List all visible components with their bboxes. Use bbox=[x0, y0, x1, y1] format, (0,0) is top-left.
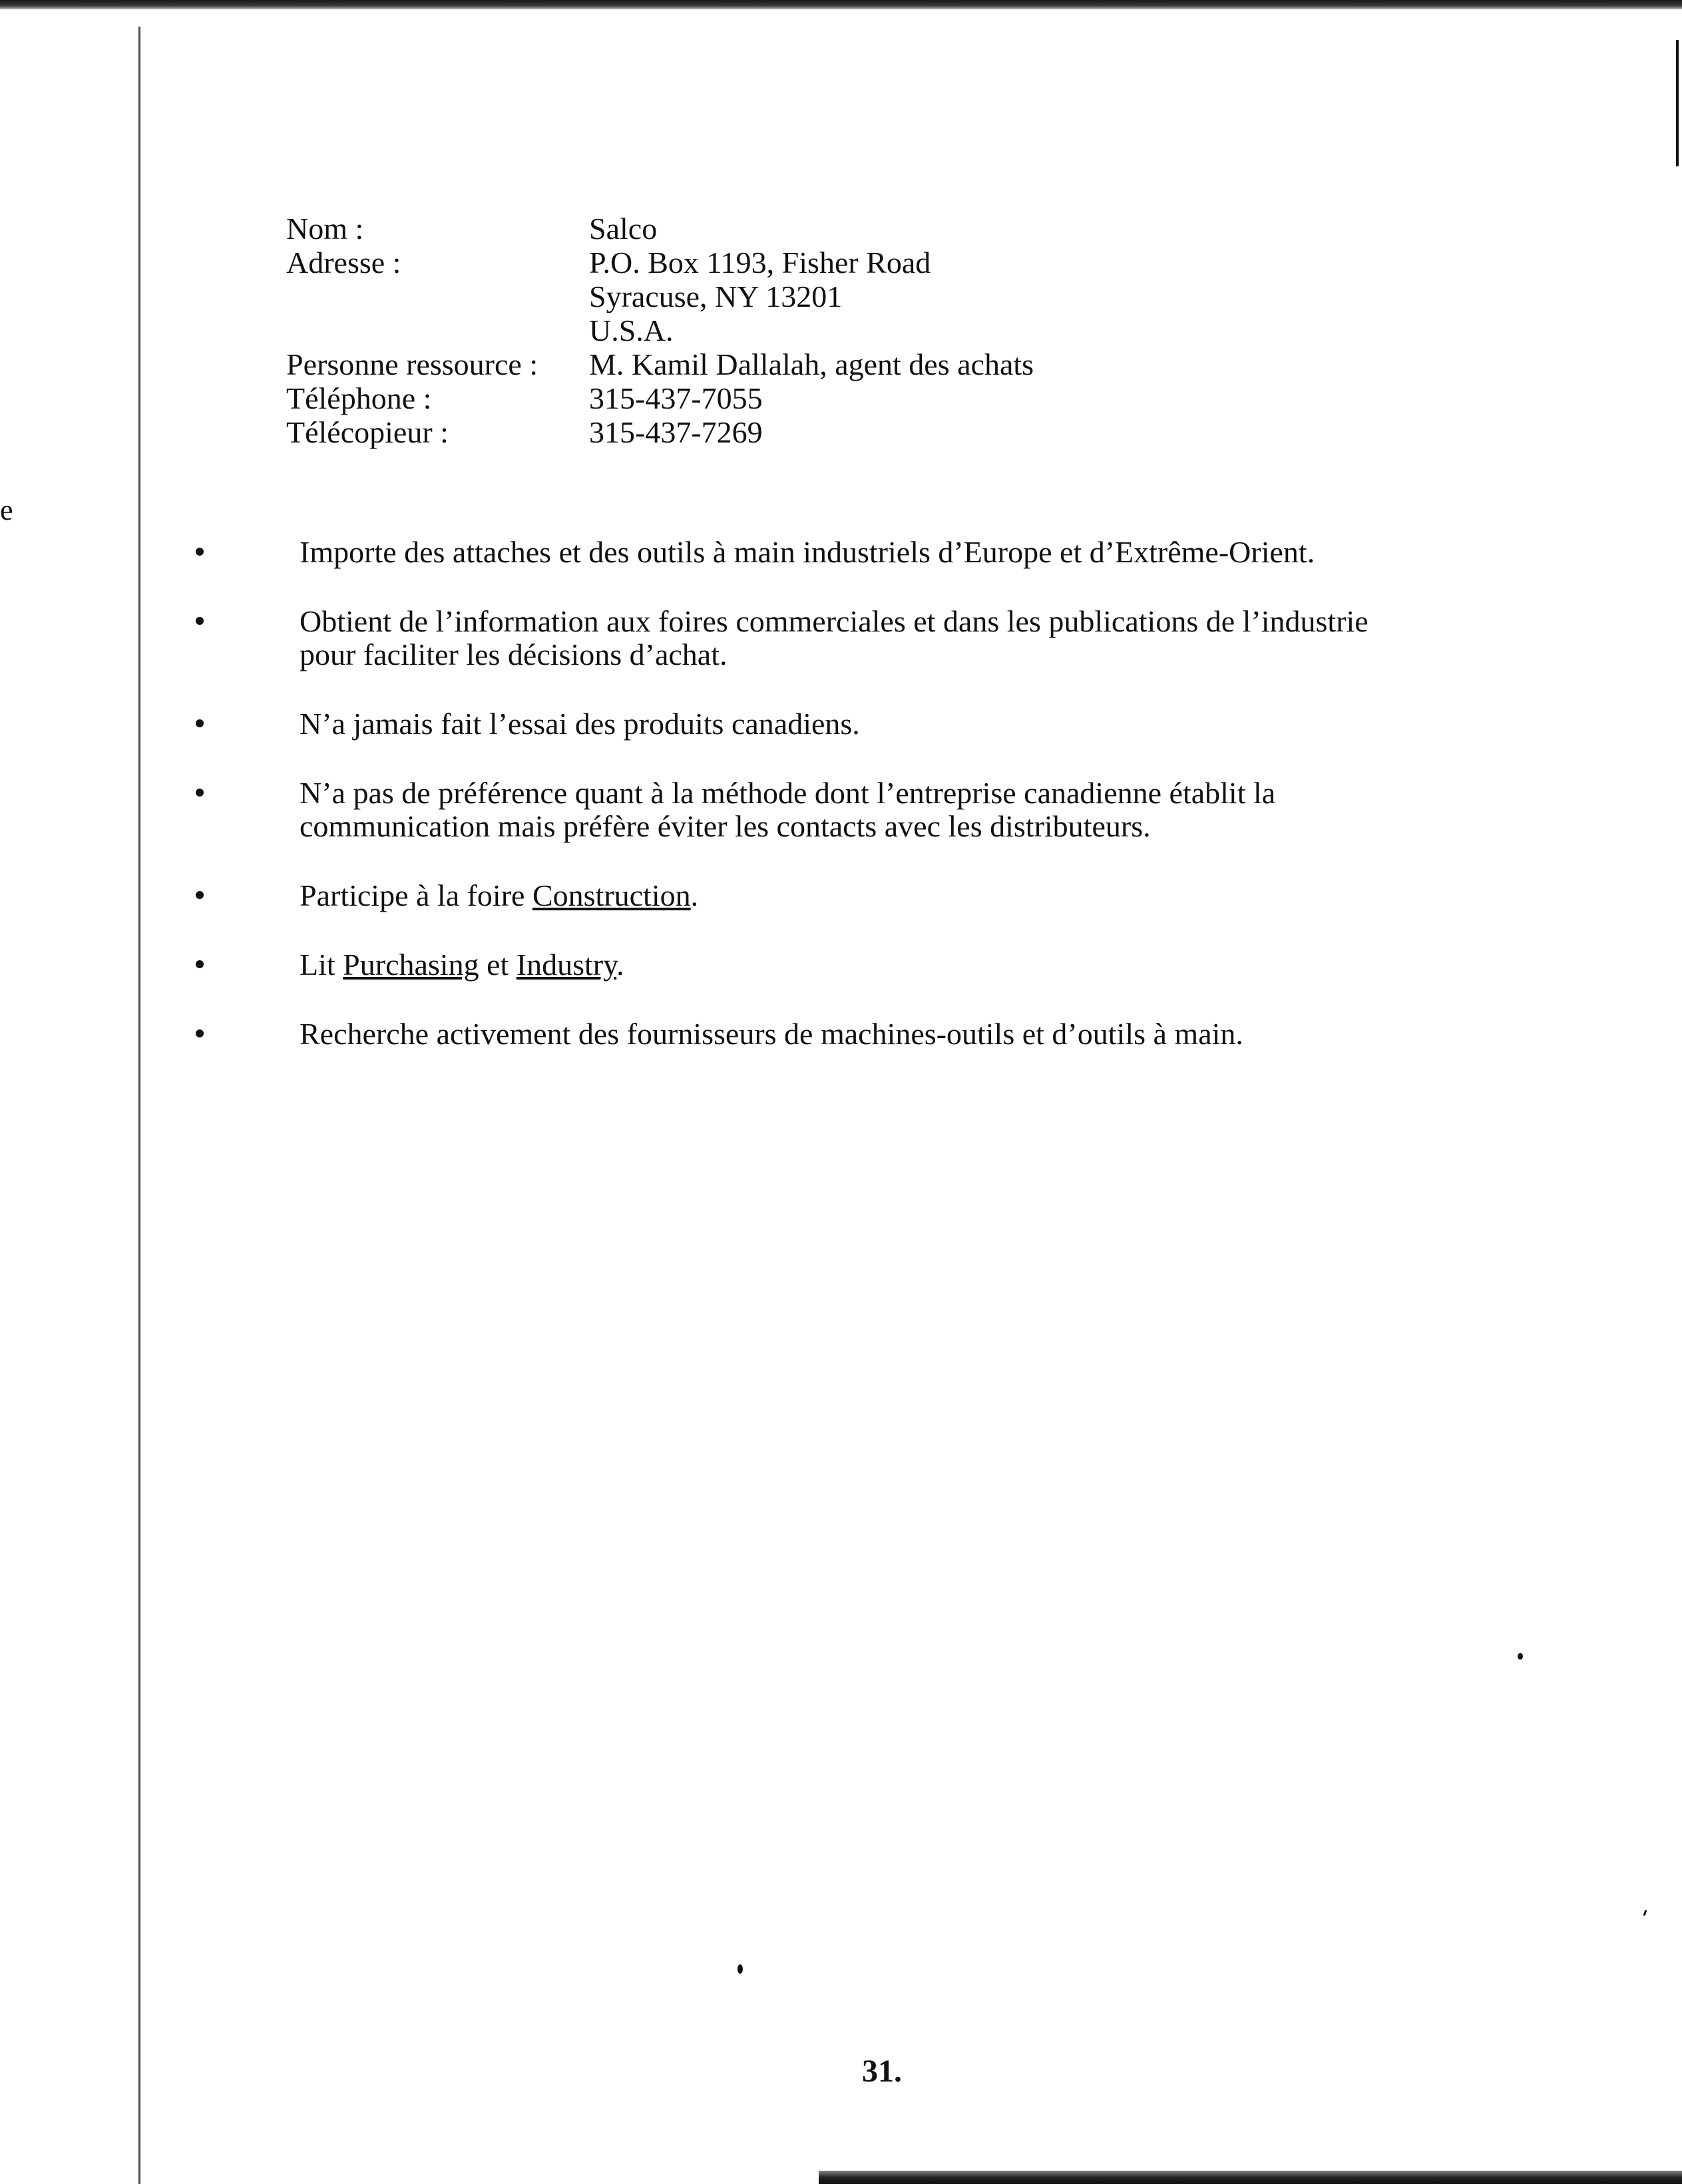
address-line-2: Syracuse, NY 13201 bbox=[589, 279, 843, 313]
name-value: Salco bbox=[589, 212, 658, 246]
publication-title-industry: Industry bbox=[516, 948, 617, 982]
bullet-text: N’a jamais fait l’essai des produits canadiens. bbox=[300, 707, 860, 741]
bullet-item-trade-fair bbox=[193, 879, 1524, 912]
bullet-item-information bbox=[193, 605, 1524, 671]
bullet-text-line-1: Obtient de l’information aux foires commerciales et dans les publications de l’industrie bbox=[300, 604, 1368, 638]
margin-fragment: e bbox=[0, 494, 13, 526]
name-label: Nom : bbox=[286, 212, 364, 246]
bullet-item-preference bbox=[193, 777, 1524, 843]
publication-title-purchasing: Purchasing bbox=[343, 948, 479, 982]
scan-speck bbox=[1643, 1910, 1647, 1916]
bullet-dot-icon bbox=[196, 891, 204, 899]
address-line-3: U.S.A. bbox=[589, 313, 674, 347]
contact-person-value: M. Kamil Dallalah, agent des achats bbox=[589, 347, 1034, 381]
bullet-text-prefix: Lit bbox=[300, 948, 343, 982]
bullet-dot-icon bbox=[196, 548, 204, 556]
scan-bottom-edge bbox=[819, 2171, 1682, 2184]
bullet-text-suffix: . bbox=[616, 948, 624, 982]
bullet-text-prefix: Participe à la foire bbox=[300, 878, 532, 912]
bullet-item-searching bbox=[193, 1017, 1524, 1051]
address-label: Adresse : bbox=[286, 246, 401, 279]
page-number: 31. bbox=[862, 2054, 902, 2089]
fax-value: 315-437-7269 bbox=[589, 415, 763, 449]
fair-title: Construction bbox=[532, 878, 691, 912]
bullet-list bbox=[193, 536, 1524, 1087]
bullet-item-never-tried bbox=[193, 707, 1524, 741]
bullet-text-line-2: communication mais préfère éviter les contacts avec les distributeurs. bbox=[300, 809, 1151, 843]
phone-label: Téléphone : bbox=[286, 381, 432, 415]
bullet-text-suffix: . bbox=[690, 878, 699, 912]
bullet-item-reading bbox=[193, 948, 1524, 982]
bullet-dot-icon bbox=[196, 789, 204, 797]
bullet-dot-icon bbox=[196, 719, 204, 727]
scan-top-edge bbox=[0, 0, 1682, 9]
bullet-dot-icon bbox=[196, 1029, 204, 1037]
scan-speck bbox=[1518, 1653, 1523, 1660]
bullet-text-line-2: pour faciliter les décisions d’achat. bbox=[300, 637, 728, 671]
scan-speck bbox=[737, 1964, 743, 1974]
right-scan-edge bbox=[1676, 40, 1679, 166]
bullet-text: Recherche activement des fournisseurs de machines-outils et d’outils à main. bbox=[300, 1017, 1243, 1051]
bullet-text: Importe des attaches et des outils à main industriels d’Europe et d’Extrême-Orient. bbox=[300, 535, 1315, 569]
contact-person-label: Personne ressource : bbox=[286, 347, 538, 381]
phone-value: 315-437-7055 bbox=[589, 381, 763, 415]
bullet-text-line-1: N’a pas de préférence quant à la méthode dont l’entreprise canadienne établit la bbox=[300, 776, 1276, 810]
bullet-dot-icon bbox=[196, 617, 204, 625]
bullet-item-imports bbox=[193, 536, 1524, 569]
bullet-text-mid: et bbox=[479, 948, 517, 982]
bullet-dot-icon bbox=[196, 960, 204, 968]
address-line-1: P.O. Box 1193, Fisher Road bbox=[589, 246, 931, 279]
binding-line bbox=[138, 27, 140, 2184]
fax-label: Télécopieur : bbox=[286, 415, 449, 449]
